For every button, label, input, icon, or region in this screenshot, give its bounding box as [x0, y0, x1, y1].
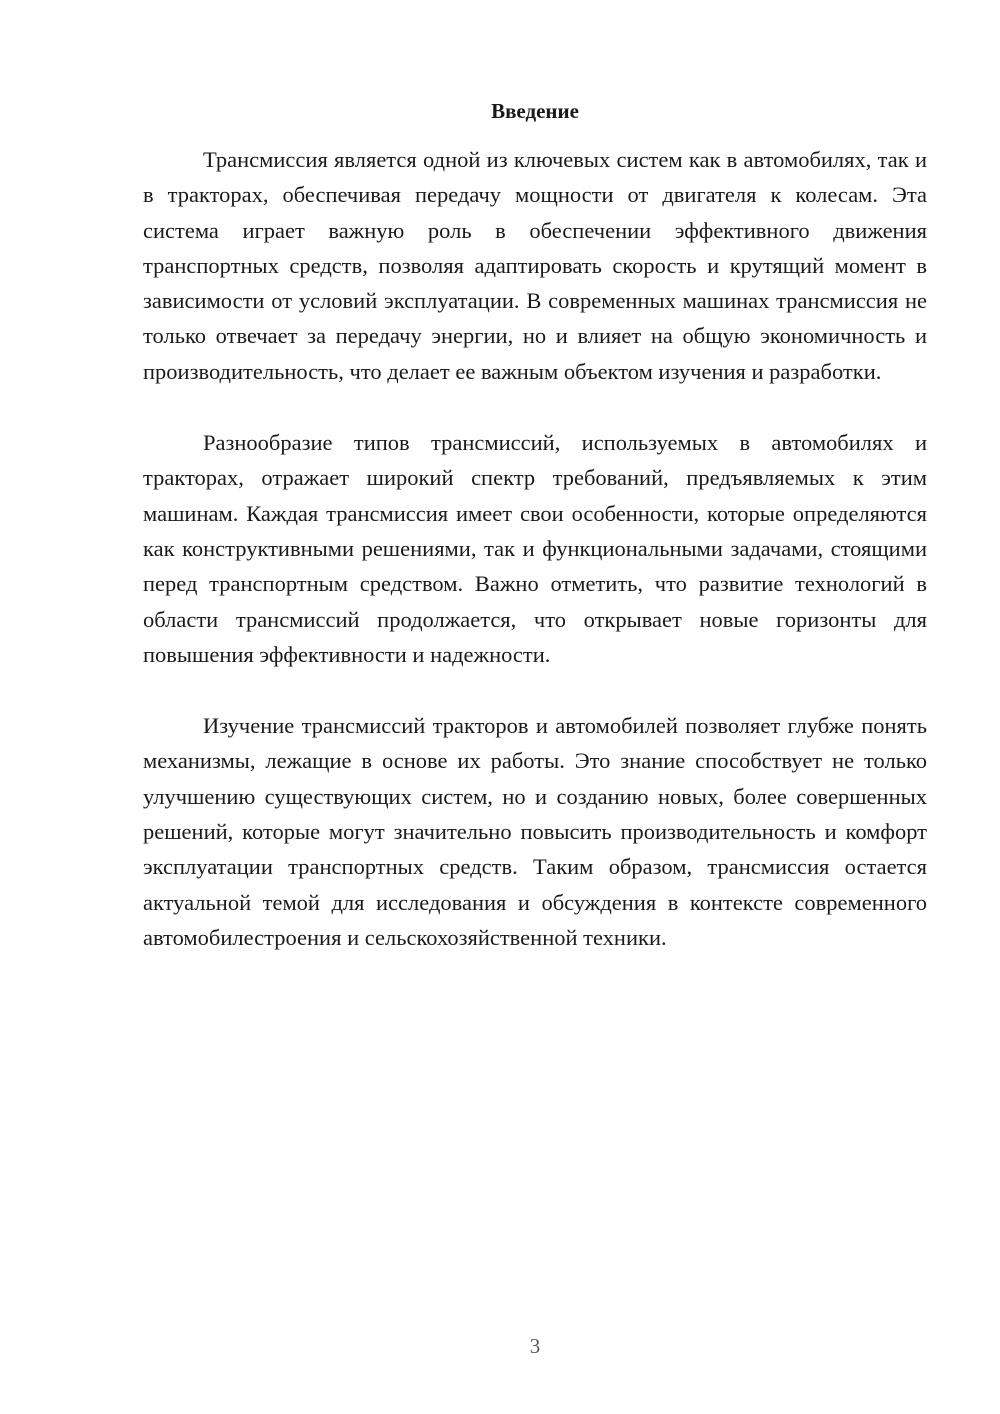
- section-heading: Введение: [491, 99, 579, 123]
- paragraph-2: Разнообразие типов трансмиссий, используемых в автомобилях и тракторах, отражает широкий спектр требований, предъявляемых к этим машинам. Каждая трансмиссия имеет свои особенности, которые определяются как конструктивными решениями, так и функциональными задачами, стоящими перед транспортным средством. Важно отметить, что развитие технологий в области трансмиссий продолжается, что открывает новые горизонты для повышения эффективности и надежности.: [143, 430, 927, 667]
- paragraph-3: Изучение трансмиссий тракторов и автомобилей позволяет глубже понять механизмы, лежащие в основе их работы. Это знание способствует не только улучшению существующих систем, но и созданию новых, более совершенных решений, которые могут значительно повысить производительность и комфорт эксплуатации транспортных средств. Таким образом, трансмиссия остается актуальной темой для исследования и обсуждения в контексте современного автомобилестроения и сельскохозяйственной техники.: [143, 713, 927, 950]
- body-text: [143, 142, 927, 991]
- page-number: 3: [529, 1334, 541, 1358]
- paragraph-1: Трансмиссия является одной из ключевых систем как в автомобилях, так и в тракторах, обеспечивая передачу мощности от двигателя к колесам. Эта система играет важную роль в обеспечении эффективного движения транспортных средств, позволяя адаптировать скорость и крутящий момент в зависимости от условий эксплуатации. В современных машинах трансмиссия не только отвечает за передачу энергии, но и влияет на общую экономичность и производительность, что делает ее важным объектом изучения и разработки.: [143, 147, 927, 384]
